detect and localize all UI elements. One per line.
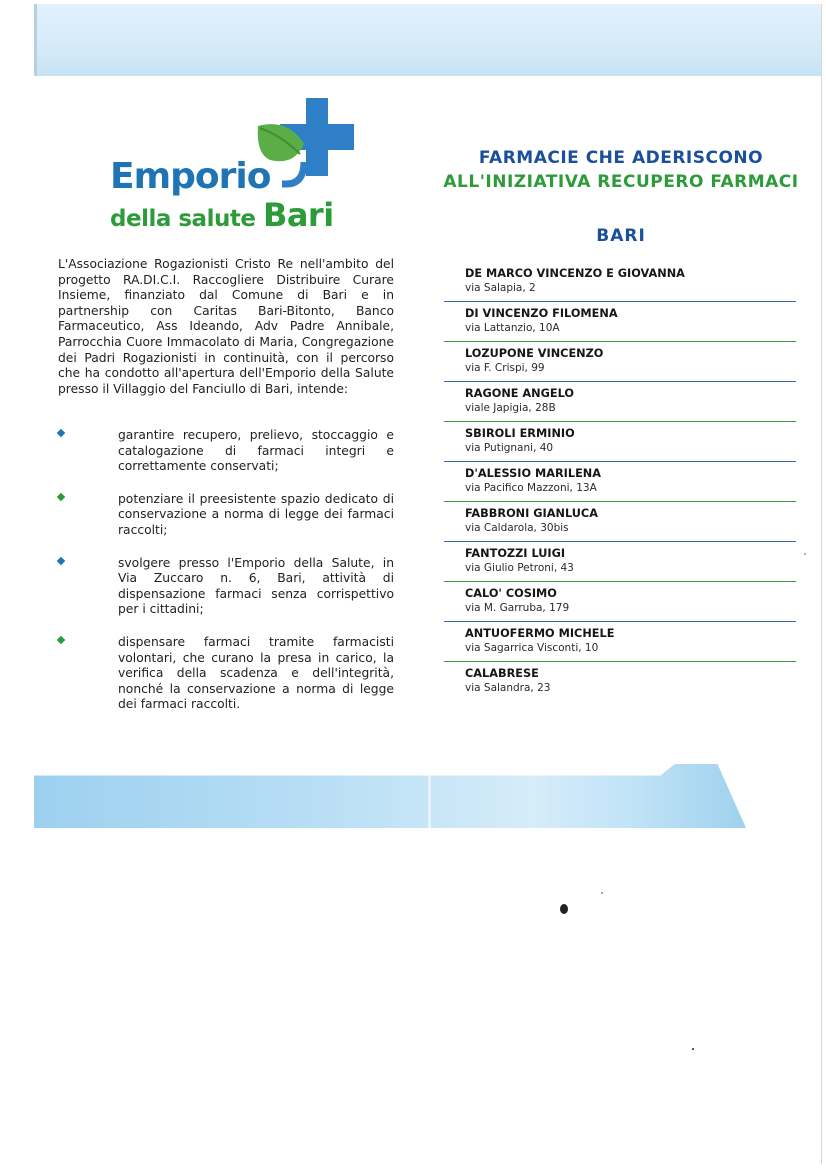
pharmacy-address: via M. Garruba, 179	[465, 602, 570, 614]
pharmacy-address: viale Japigia, 28B	[465, 402, 556, 414]
scan-speck	[692, 1048, 694, 1050]
list-item	[444, 382, 796, 422]
pharmacy-name: DE MARCO VINCENZO E GIOVANNA	[465, 267, 685, 280]
logo-text-della-salute	[110, 196, 334, 234]
list-item	[444, 542, 796, 582]
list-item-text: dispensare farmaci tramite farmacisti volontari, che curano la presa in carico, la verifica della scadenza e dell'integrità, nonché la conservazione a norma di legge dei farmaci raccolti.	[118, 634, 394, 712]
pharmacy-address: via Salandra, 23	[465, 682, 551, 694]
pharmacy-name: RAGONE ANGELO	[465, 387, 575, 400]
pharmacy-name: FANTOZZI LUIGI	[465, 547, 566, 560]
top-decorative-band	[34, 4, 822, 76]
city-heading: BARI	[596, 226, 646, 246]
page-title	[416, 146, 826, 194]
logo-text-emporio: Emporio	[110, 156, 271, 197]
list-item-text: potenziare il preesistente spazio dedicato di conservazione a norma di legge dei farmaci raccolti;	[118, 491, 394, 537]
pharmacy-name: DI VINCENZO FILOMENA	[465, 307, 618, 320]
list-item	[58, 635, 394, 713]
pharmacy-name: ANTUOFERMO MICHELE	[465, 627, 615, 640]
logo-text-city: Bari	[262, 196, 334, 234]
fold-edge	[34, 4, 37, 76]
pharmacy-name: FABBRONI GIANLUCA	[465, 507, 598, 520]
list-item	[58, 556, 394, 618]
logo-text-prefix: della salute	[110, 206, 256, 232]
scan-speck	[804, 553, 806, 555]
pharmacy-address: via Salapia, 2	[465, 282, 536, 294]
pharmacy-address: via Pacifico Mazzoni, 13A	[465, 482, 597, 494]
list-item-text: garantire recupero, prelievo, stoccaggio e catalogazione di farmaci integri e correttamente conservati;	[118, 428, 394, 474]
title-line-2	[416, 170, 826, 194]
pharmacy-name: CALABRESE	[465, 667, 539, 680]
scan-speck	[560, 904, 568, 914]
bullet-diamond-icon	[57, 429, 65, 437]
pharmacy-address: via F. Crispi, 99	[465, 362, 545, 374]
list-item	[444, 662, 796, 702]
pharmacy-name: CALO' COSIMO	[465, 587, 557, 600]
intro-paragraph: L'Associazione Rogazionisti Cristo Re nell'ambito del progetto RA.DI.C.I. Raccogliere Distribuire Curare Insieme, finanziato dal Comune di Bari e in partnership con Caritas Bari-Bitonto, Banco Farmaceutico, Ass Ideando, Adv Padre Annibale, Parrocchia Cuore Immacolato di Maria, Congregazione dei Padri Rogazionisti in continuità, con il percorso che ha condotto all'apertura dell'Emporio della Salute presso il Villaggio del Fanciullo di Bari, intende:	[58, 257, 394, 396]
list-item	[444, 302, 796, 342]
title-line-1: FARMACIE CHE ADERISCONO	[478, 148, 764, 168]
pharmacy-list	[444, 262, 796, 702]
emporio-logo	[108, 96, 368, 236]
pharmacy-address: via Lattanzio, 10A	[465, 322, 560, 334]
list-item	[58, 492, 394, 539]
fold-line	[428, 764, 431, 828]
objectives-list	[58, 428, 394, 730]
bottom-decorative-band	[34, 764, 746, 828]
list-item	[444, 622, 796, 662]
list-item	[444, 262, 796, 302]
list-item	[444, 582, 796, 622]
pharmacy-name: SBIROLI ERMINIO	[465, 427, 575, 440]
pharmacy-name: LOZUPONE VINCENZO	[465, 347, 604, 360]
list-item	[444, 502, 796, 542]
list-item-text: svolgere presso l'Emporio della Salute, in Via Zuccaro n. 6, Bari, attività di dispensazione farmaci senza corrispettivo per i cittadini;	[118, 555, 394, 617]
list-item	[444, 342, 796, 382]
list-item	[444, 462, 796, 502]
list-item	[444, 422, 796, 462]
list-item	[58, 428, 394, 475]
pharmacy-address: via Giulio Petroni, 43	[465, 562, 574, 574]
scan-speck	[601, 892, 603, 894]
pharmacy-address: via Putignani, 40	[465, 442, 554, 454]
title-part-a: ALL'INIZIATIVA	[443, 172, 598, 192]
pharmacy-address: via Caldarola, 30bis	[465, 522, 569, 534]
title-part-b: RECUPERO FARMACI	[597, 172, 799, 192]
bullet-diamond-icon	[57, 493, 65, 501]
bullet-diamond-icon	[57, 636, 65, 644]
pharmacy-name: D'ALESSIO MARILENA	[465, 467, 601, 480]
pharmacy-address: via Sagarrica Visconti, 10	[465, 642, 599, 654]
bullet-diamond-icon	[57, 556, 65, 564]
